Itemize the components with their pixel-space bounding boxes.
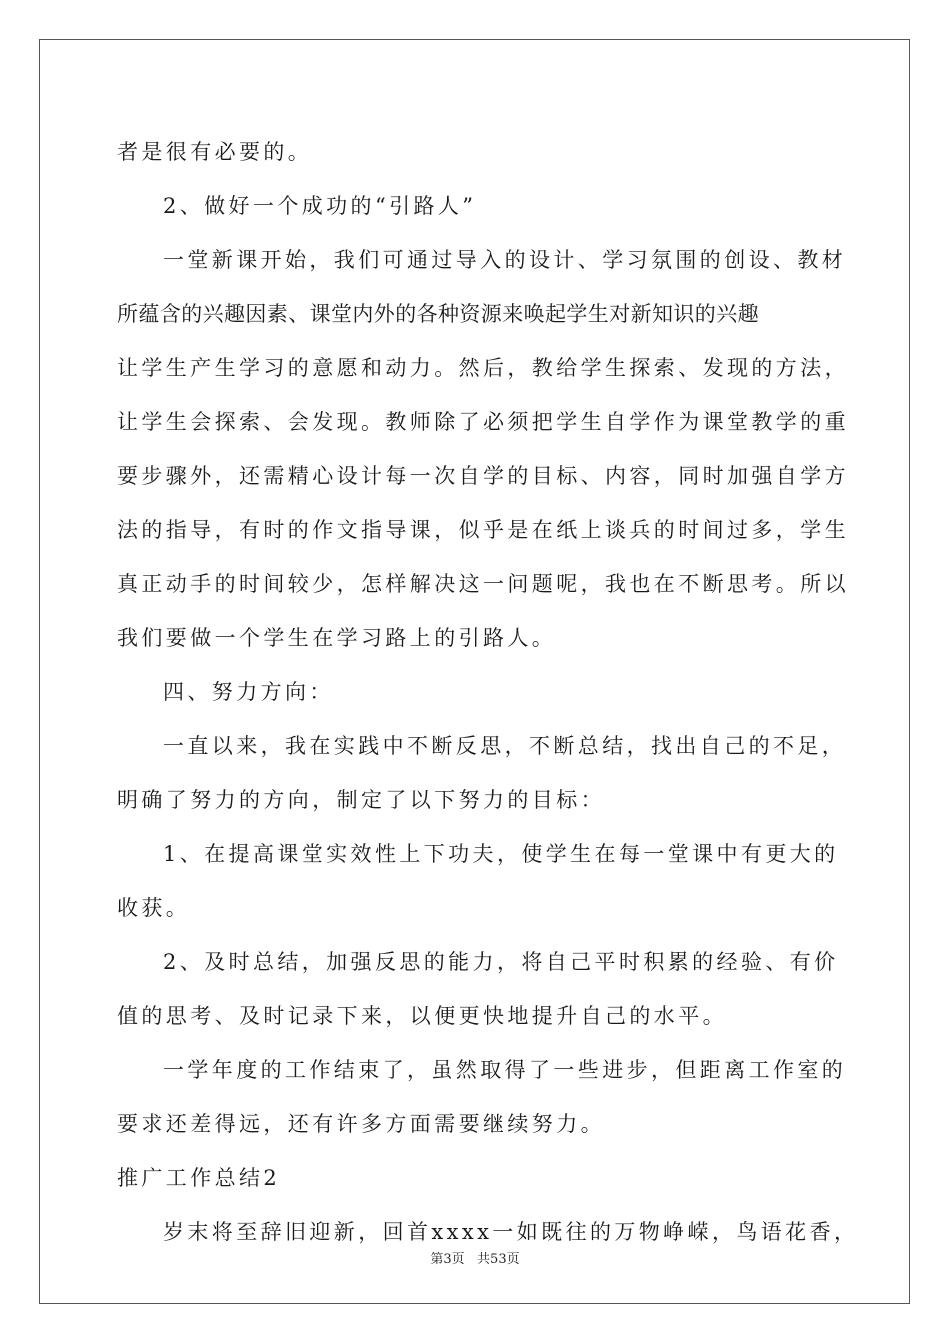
page-number: 第3页 共53页 [430, 1252, 520, 1267]
text-line: 法的指导，有时的作文指导课，似乎是在纸上谈兵的时间过多，学生 [117, 518, 849, 542]
text-line: 要步骤外，还需精心设计每一次自学的目标、内容，同时加强自学方 [117, 464, 849, 488]
text-line: 者是很有必要的。 [117, 140, 313, 164]
list-item: 1、在提高课堂实效性上下功夫，使学生在每一堂课中有更大的 [163, 842, 839, 866]
text-line: 明确了努力的方向，制定了以下努力的目标： [117, 788, 605, 812]
document-body [117, 125, 859, 1259]
paragraph-start: 一学年度的工作结束了，虽然取得了一些进步，但距离工作室的 [163, 1058, 847, 1082]
list-item: 2、及时总结，加强反思的能力，将自己平时积累的经验、有价 [163, 950, 839, 974]
text-line: 真正动手的时间较少，怎样解决这一问题呢，我也在不断思考。所以 [117, 572, 849, 596]
section-heading: 2、做好一个成功的“引路人” [163, 194, 477, 218]
text-line: 让学生产生学习的意愿和动力。然后，教给学生探索、发现的方法， [117, 356, 849, 380]
paragraph-start: 一堂新课开始，我们可通过导入的设计、学习氛围的创设、教材 [163, 248, 847, 272]
paragraph-start: 岁末将至辞旧迎新，回首xxxx一如既往的万物峥嵘，鸟语花香， [163, 1220, 859, 1244]
text-line: 我们要做一个学生在学习路上的引路人。 [117, 626, 557, 650]
section-heading: 四、努力方向： [163, 680, 334, 704]
document-title: 推广工作总结2 [117, 1166, 281, 1190]
paragraph-start: 一直以来，我在实践中不断反思，不断总结，找出自己的不足， [163, 734, 847, 758]
text-line: 让学生会探索、会发现。教师除了必须把学生自学作为课堂教学的重 [117, 410, 849, 434]
text-line: 值的思考、及时记录下来，以便更快地提升自己的水平。 [117, 1004, 727, 1028]
text-line: 所蕴含的兴趣因素、课堂内外的各种资源来唤起学生对新知识的兴趣 [117, 302, 759, 326]
text-line: 要求还差得远，还有许多方面需要继续努力。 [117, 1112, 605, 1136]
text-line: 收获。 [117, 896, 191, 920]
